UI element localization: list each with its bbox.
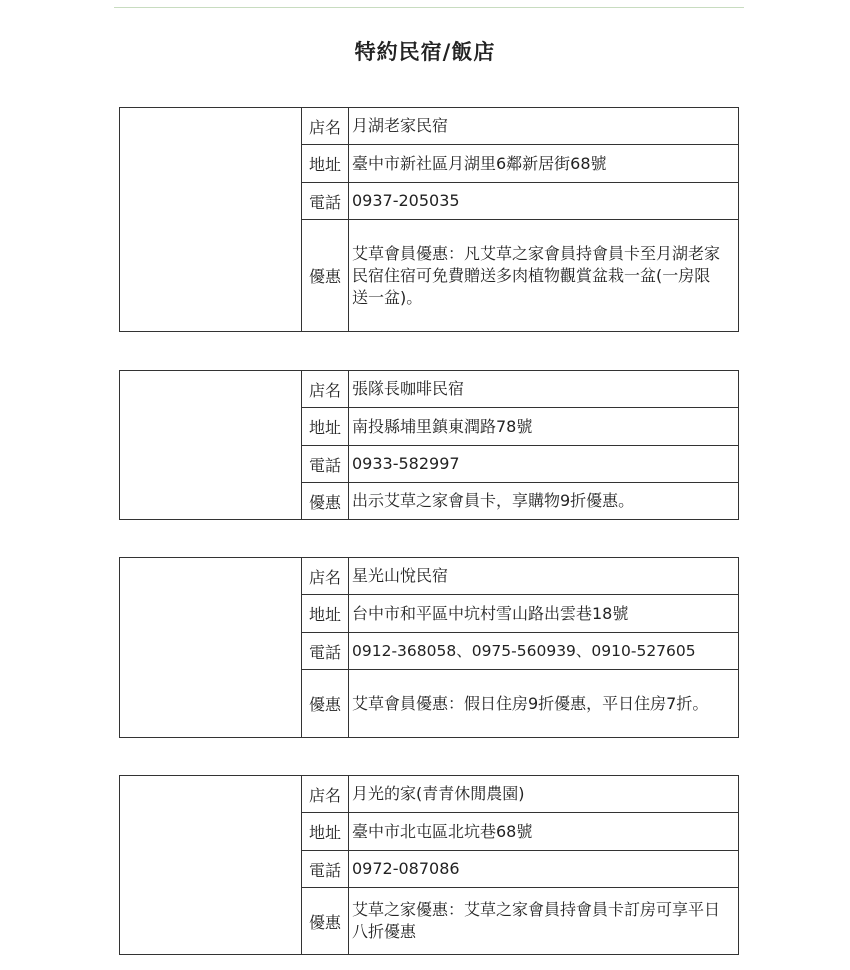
- store-photo-placeholder: [120, 371, 302, 520]
- name-label: 店名: [302, 108, 349, 145]
- phone-label: 電話: [302, 633, 349, 670]
- offer-label: 優惠: [302, 888, 349, 955]
- address-label: 地址: [302, 408, 349, 446]
- store-card: [119, 107, 739, 332]
- phone-label: 電話: [302, 446, 349, 483]
- address-label: 地址: [302, 145, 349, 183]
- offer-label: 優惠: [302, 483, 349, 520]
- store-photo-placeholder: [120, 558, 302, 738]
- store-card: [119, 370, 739, 520]
- store-offer: 出示艾草之家會員卡，享購物9折優惠。: [349, 483, 739, 520]
- store-offer: 艾草之家優惠：艾草之家會員持會員卡訂房可享平日八折優惠: [349, 888, 739, 955]
- store-phone: 0933-582997: [349, 446, 739, 483]
- store-address: 南投縣埔里鎮東潤路78號: [349, 408, 739, 446]
- phone-label: 電話: [302, 183, 349, 220]
- store-photo-placeholder: [120, 776, 302, 955]
- store-phone: 0972-087086: [349, 851, 739, 888]
- address-label: 地址: [302, 595, 349, 633]
- name-label: 店名: [302, 776, 349, 813]
- store-name: 月光的家(青青休閒農園): [349, 776, 739, 813]
- address-label: 地址: [302, 813, 349, 851]
- store-offer: 艾草會員優惠：凡艾草之家會員持會員卡至月湖老家民宿住宿可免費贈送多肉植物觀賞盆栽一盆(一房限送一盆)。: [349, 220, 739, 332]
- phone-label: 電話: [302, 851, 349, 888]
- store-name: 星光山悅民宿: [349, 558, 739, 595]
- top-divider: [114, 7, 744, 8]
- store-phone: 0912-368058、0975-560939、0910-527605: [349, 633, 739, 670]
- store-phone: 0937-205035: [349, 183, 739, 220]
- store-photo-placeholder: [120, 108, 302, 332]
- offer-label: 優惠: [302, 670, 349, 738]
- store-address: 臺中市新社區月湖里6鄰新居街68號: [349, 145, 739, 183]
- store-address: 台中市和平區中坑村雪山路出雲巷18號: [349, 595, 739, 633]
- name-label: 店名: [302, 371, 349, 408]
- store-name: 張隊長咖啡民宿: [349, 371, 739, 408]
- store-card: [119, 557, 739, 738]
- page-title: 特約民宿/飯店: [354, 40, 496, 64]
- store-address: 臺中市北屯區北坑巷68號: [349, 813, 739, 851]
- offer-label: 優惠: [302, 220, 349, 332]
- store-name: 月湖老家民宿: [349, 108, 739, 145]
- name-label: 店名: [302, 558, 349, 595]
- store-card: [119, 775, 739, 955]
- store-offer: 艾草會員優惠：假日住房9折優惠，平日住房7折。: [349, 670, 739, 738]
